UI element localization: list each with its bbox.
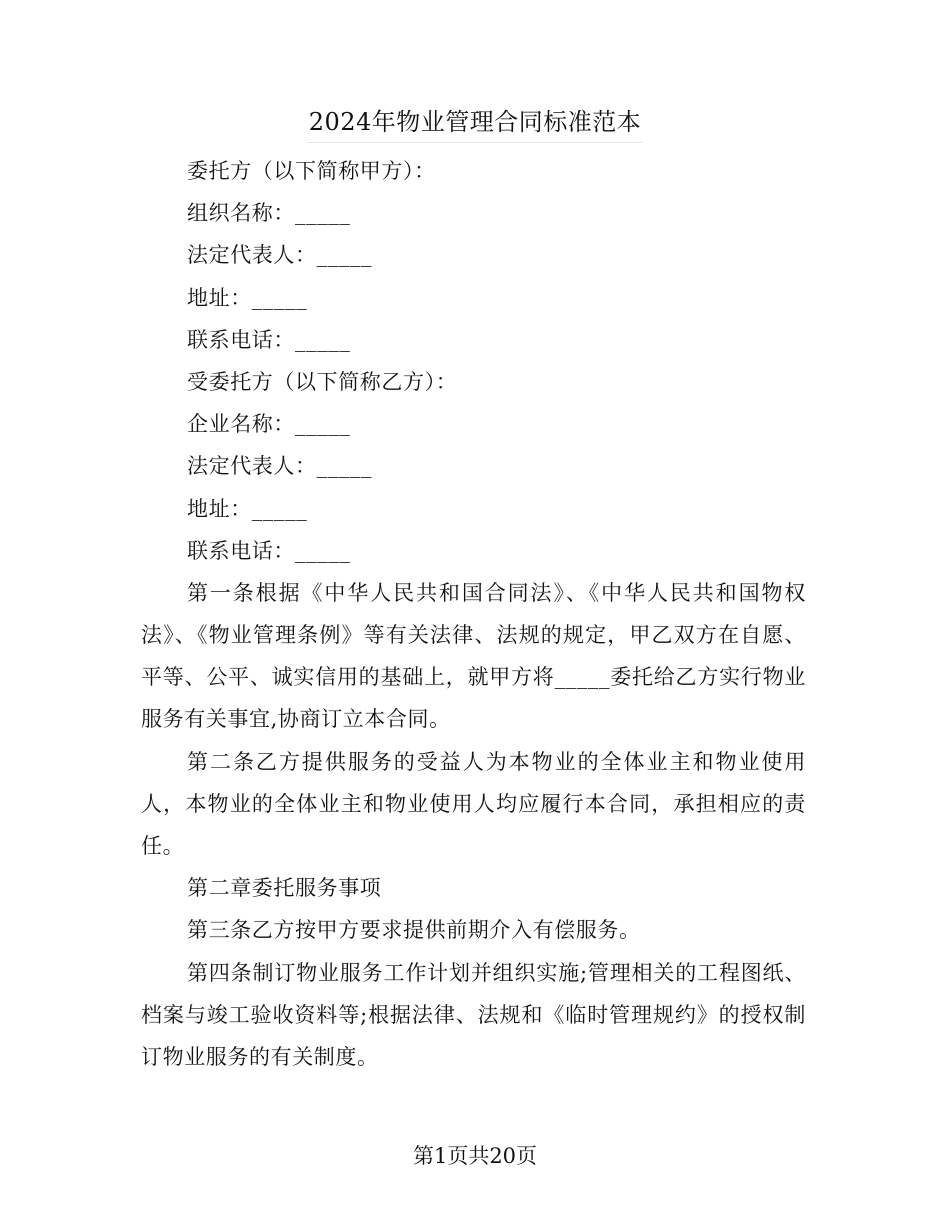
- document-body: [141, 150, 806, 1078]
- party-a-org-field: 组织名称：_____: [187, 201, 351, 226]
- party-b-company-field: 企业名称：_____: [187, 412, 351, 437]
- party-a-heading: 委托方（以下简称甲方）：: [187, 159, 436, 183]
- document-title: 2024年物业管理合同标准范本: [307, 102, 644, 143]
- article-4: 第四条制订物业服务工作计划并组织实施;管理相关的工程图纸、档案与竣工验收资料等;根据法律、法规和《临时管理规约》的授权制订物业服务的有关制度。: [141, 960, 806, 1070]
- article-3: 第三条乙方按甲方要求提供前期介入有偿服务。: [187, 918, 641, 943]
- party-b-heading: 受委托方（以下简称乙方）：: [187, 369, 458, 394]
- article-2: 第二条乙方提供服务的受益人为本物业的全体业主和物业使用人，本物业的全体业主和物业使用人均应履行本合同，承担相应的责任。: [141, 749, 806, 859]
- article-1: 第一条根据《中华人民共和国合同法》、《中华人民共和国物权法》、《物业管理条例》等有关法律、法规的规定，甲乙双方在自愿、平等、公平、诚实信用的基础上，就甲方将_____委托给乙方实行物业服务有关事宜,协商订立本合同。: [141, 580, 806, 732]
- party-b-address-field: 地址：_____: [187, 496, 308, 521]
- party-b-phone-field: 联系电话：_____: [187, 538, 351, 563]
- party-a-rep-field: 法定代表人：_____: [187, 243, 373, 268]
- page-indicator: 第1页共20页: [412, 1144, 538, 1168]
- document-title-block: [0, 102, 950, 143]
- party-b-rep-field: 法定代表人：_____: [187, 454, 373, 479]
- party-a-address-field: 地址：_____: [187, 285, 308, 310]
- party-a-phone-field: 联系电话：_____: [187, 327, 351, 352]
- chapter-2-heading: 第二章委托服务事项: [187, 876, 382, 901]
